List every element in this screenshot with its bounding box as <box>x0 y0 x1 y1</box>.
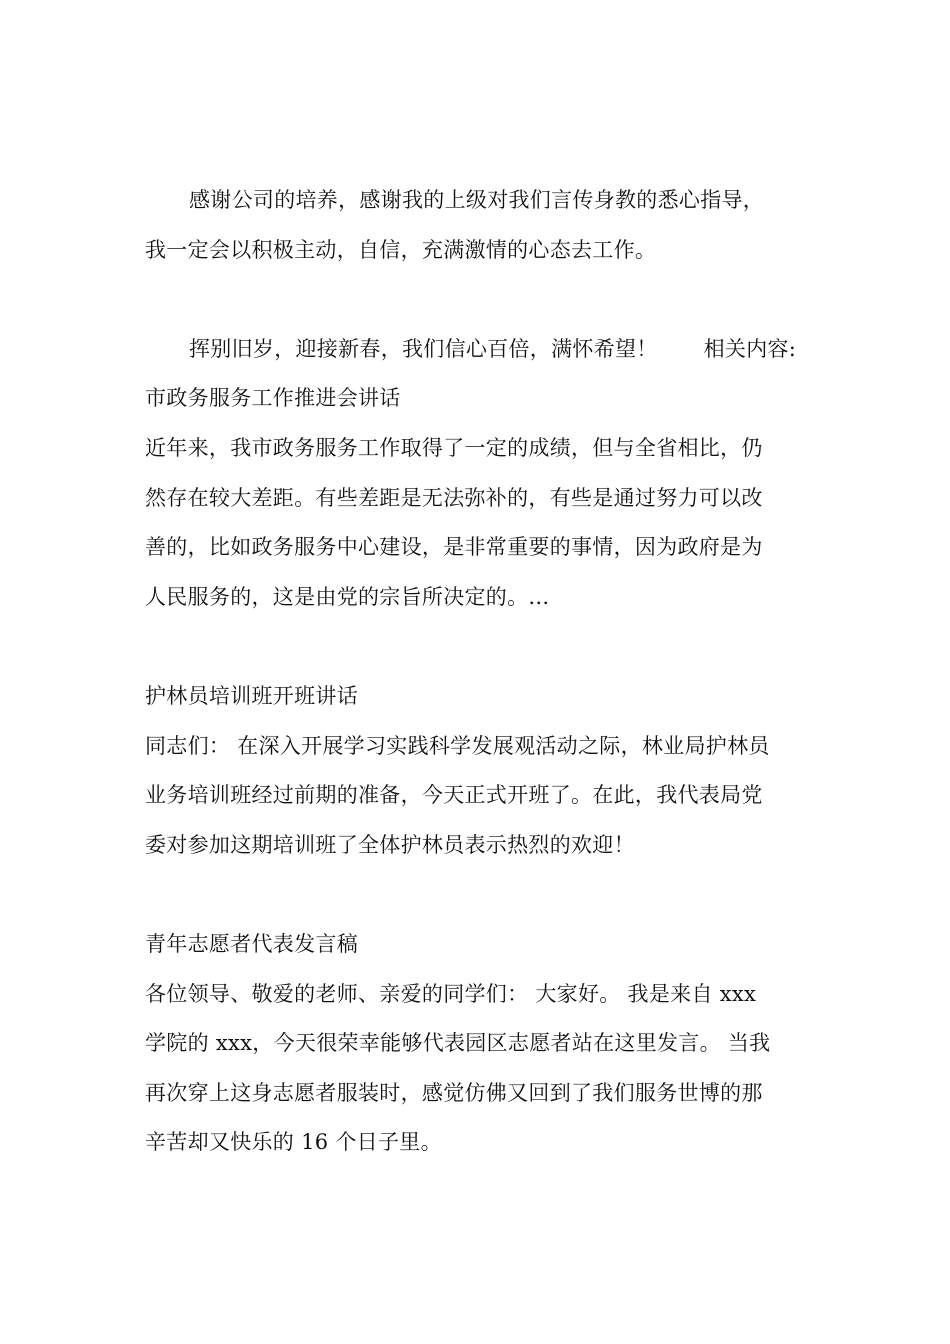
spacer <box>145 622 805 672</box>
spacer <box>145 275 805 325</box>
spacer <box>145 870 805 920</box>
related-article-title[interactable]: 市政务服务工作推进会讲话 <box>145 386 401 411</box>
article-text-line: 各位领导、敬爱的老师、亲爱的同学们： 大家好。 我是来自 xxx <box>145 981 757 1006</box>
article-text-line: 同志们： 在深入开展学习实践科学发展观活动之际，林业局护林员 <box>145 733 770 758</box>
article-text-line: 业务培训班经过前期的准备，今天正式开班了。在此，我代表局党 <box>145 783 763 808</box>
closing-line <box>145 325 805 375</box>
article-text-line: 委对参加这期培训班了全体护林员表示热烈的欢迎！ <box>145 832 635 857</box>
intro-line-2: 我一定会以积极主动，自信，充满激情的心态去工作。 <box>145 237 657 262</box>
article-text-line: 辛苦却又快乐的 16 个日子里。 <box>145 1130 442 1155</box>
document-page <box>145 176 805 1168</box>
article-text-line: 善的，比如政务服务中心建设，是非常重要的事情，因为政府是为 <box>145 535 763 560</box>
article-text-line: 近年来，我市政务服务工作取得了一定的成绩，但与全省相比，仍 <box>145 435 763 460</box>
related-article-title[interactable]: 护林员培训班开班讲话 <box>145 683 358 708</box>
article-text-line: 学院的 xxx，今天很荣幸能够代表园区志愿者站在这里发言。 当我 <box>145 1031 771 1056</box>
closing-text: 挥别旧岁，迎接新春，我们信心百倍，满怀希望！ <box>189 336 658 361</box>
article-text-line: 然存在较大差距。有些差距是无法弥补的，有些是通过努力可以改 <box>145 485 763 510</box>
related-content-label: 相关内容: <box>703 336 797 361</box>
article-text-line: 人民服务的，这是由党的宗旨所决定的。... <box>145 584 550 609</box>
article-text-line: 再次穿上这身志愿者服装时，感觉仿佛又回到了我们服务世博的那 <box>145 1080 763 1105</box>
intro-line-1: 感谢公司的培养，感谢我的上级对我们言传身教的悉心指导， <box>189 188 765 212</box>
related-article-title[interactable]: 青年志愿者代表发言稿 <box>145 931 358 956</box>
